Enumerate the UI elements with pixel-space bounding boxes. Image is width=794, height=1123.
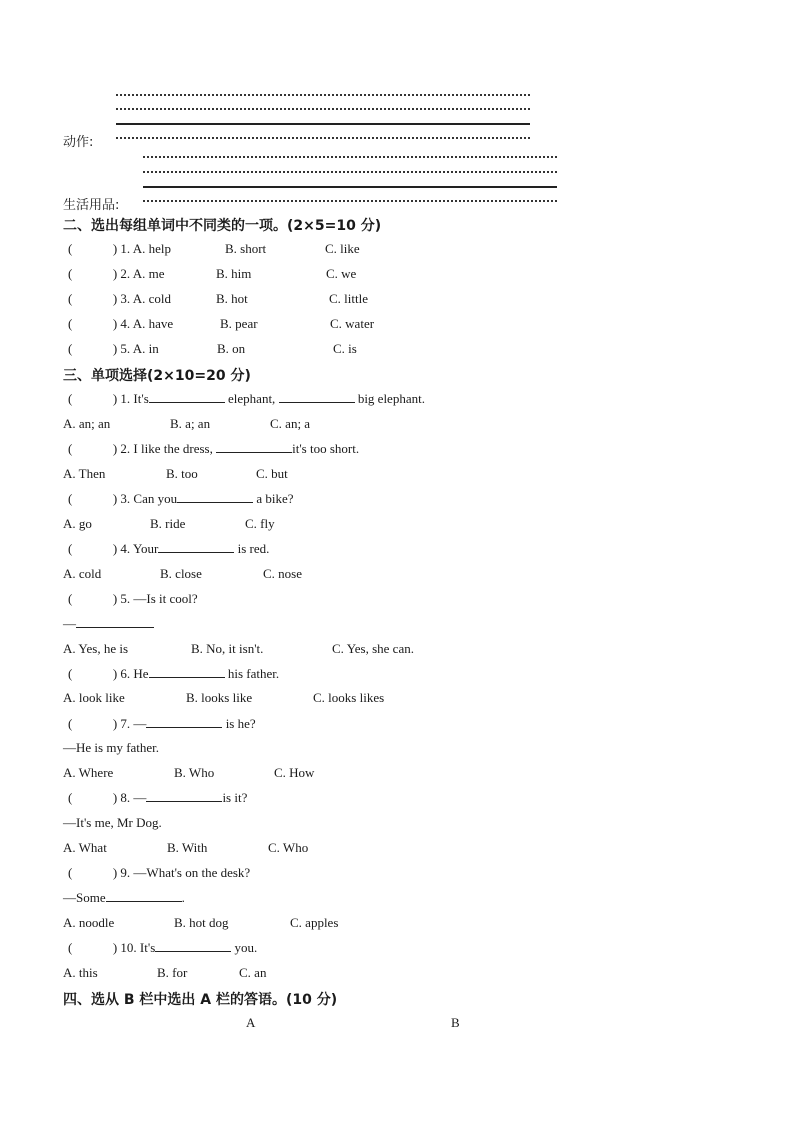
q2-stem: ( ) 2. I like the dress, it's too short. [68, 441, 360, 456]
question-number: ) 2. A. me [112, 266, 165, 281]
answer-paren[interactable]: ( [68, 266, 73, 281]
answer-paren[interactable]: ( [68, 316, 73, 331]
writing-line-dotted [116, 94, 530, 96]
q8-option-b[interactable]: B. With [167, 840, 208, 855]
section2-heading: 二、选出每组单词中不同类的一项。(2×5=10 分) [63, 218, 382, 234]
q7-option-c[interactable]: C. How [274, 765, 315, 780]
q9-stem: ( ) 9. —What's on the desk? [68, 865, 251, 880]
q9-option-b[interactable]: B. hot dog [174, 915, 229, 930]
s2-row-3 [68, 291, 171, 307]
answer-blank[interactable] [76, 616, 154, 628]
answer-blank[interactable] [216, 441, 292, 453]
answer-paren[interactable]: ( [68, 441, 73, 456]
q5-reply: — [63, 616, 154, 632]
writing-line-dotted [116, 137, 530, 139]
s2-row-1-b: B. short [225, 241, 267, 256]
q2-option-c[interactable]: C. but [256, 466, 288, 481]
writing-line-dotted [143, 200, 557, 202]
s2-row-1 [68, 241, 171, 257]
q10-option-a[interactable]: A. this [63, 965, 98, 980]
answer-paren[interactable]: ( [68, 790, 73, 805]
answer-blank[interactable] [279, 391, 355, 403]
column-b-label: B [451, 1015, 460, 1030]
writing-line-dotted [143, 156, 557, 158]
answer-blank[interactable] [106, 890, 182, 902]
q8-stem: ( ) 8. — is it? [68, 790, 248, 805]
q3-option-c[interactable]: C. fly [245, 516, 275, 531]
s2-row-4-b: B. pear [220, 316, 258, 331]
s2-row-2 [68, 266, 164, 282]
q9-reply: —Some . [63, 890, 185, 905]
q9-option-c[interactable]: C. apples [290, 915, 339, 930]
question-number: ) 3. A. cold [112, 291, 171, 306]
q1-option-a[interactable]: A. an; an [63, 416, 111, 431]
question-number: ) 5. A. in [112, 341, 159, 356]
q1-option-c[interactable]: C. an; a [270, 416, 311, 431]
q7-stem: ( ) 7. — is he? [68, 716, 256, 731]
answer-paren[interactable]: ( [68, 241, 73, 256]
answer-paren[interactable]: ( [68, 865, 73, 880]
answer-paren[interactable]: ( [68, 716, 73, 731]
column-a-label: A [246, 1015, 256, 1030]
q7-option-b[interactable]: B. Who [174, 765, 215, 780]
writing-line-dotted [143, 171, 557, 173]
writing-line-solid [143, 186, 557, 188]
answer-paren[interactable]: ( [68, 491, 73, 506]
q5-option-b[interactable]: B. No, it isn't. [191, 641, 264, 656]
q5-option-a[interactable]: A. Yes, he is [63, 641, 129, 656]
question-number: ) 1. A. help [112, 241, 171, 256]
q9-option-a[interactable]: A. noodle [63, 915, 115, 930]
writing-line-dotted [116, 108, 530, 110]
q3-option-b[interactable]: B. ride [150, 516, 186, 531]
q4-option-a[interactable]: A. cold [63, 566, 102, 581]
answer-paren[interactable]: ( [68, 341, 73, 356]
s2-row-4 [68, 316, 173, 332]
section3-heading: 三、单项选择(2×10=20 分) [63, 368, 251, 384]
q2-option-b[interactable]: B. too [166, 466, 198, 481]
q8-reply: —It's me, Mr Dog. [63, 815, 162, 830]
q7-option-a[interactable]: A. Where [63, 765, 114, 780]
q10-option-b[interactable]: B. for [157, 965, 188, 980]
q5-stem: ( ) 5. —Is it cool? [68, 591, 198, 606]
q8-option-c[interactable]: C. Who [268, 840, 309, 855]
answer-blank[interactable] [155, 940, 231, 952]
writing-line-solid [116, 123, 530, 125]
answer-blank[interactable] [149, 666, 225, 678]
q10-stem: ( ) 10. It's you. [68, 940, 258, 955]
q10-option-c[interactable]: C. an [239, 965, 267, 980]
q1-option-b[interactable]: B. a; an [170, 416, 211, 431]
s2-row-5 [68, 341, 159, 357]
answer-blank[interactable] [149, 391, 225, 403]
q3-option-a[interactable]: A. go [63, 516, 92, 531]
q4-stem: ( ) 4. Your is red. [68, 541, 270, 556]
actions-label: 动作: [63, 135, 94, 150]
q8-option-a[interactable]: A. What [63, 840, 107, 855]
answer-paren[interactable]: ( [68, 940, 73, 955]
answer-blank[interactable] [146, 716, 222, 728]
q4-option-b[interactable]: B. close [160, 566, 202, 581]
s2-row-5-b: B. on [217, 341, 246, 356]
s2-row-3-c: C. little [329, 291, 368, 306]
q6-option-a[interactable]: A. look like [63, 690, 125, 705]
s2-row-1-c: C. like [325, 241, 360, 256]
answer-paren[interactable]: ( [68, 391, 73, 406]
s2-row-4-c: C. water [330, 316, 375, 331]
q6-option-c[interactable]: C. looks likes [313, 690, 385, 705]
question-number: ) 4. A. have [112, 316, 174, 331]
q5-option-c[interactable]: C. Yes, she can. [332, 641, 414, 656]
q4-option-c[interactable]: C. nose [263, 566, 302, 581]
answer-paren[interactable]: ( [68, 666, 73, 681]
q1-stem: ( ) 1. It's elephant, big elephant. [68, 391, 425, 406]
q6-stem: ( ) 6. He his father. [68, 666, 280, 681]
q6-option-b[interactable]: B. looks like [186, 690, 253, 705]
q2-option-a[interactable]: A. Then [63, 466, 106, 481]
answer-blank[interactable] [146, 790, 222, 802]
section4-heading: 四、选从 B 栏中选出 A 栏的答语。(10 分) [63, 992, 338, 1008]
daily-items-label: 生活用品: [63, 198, 120, 213]
s2-row-3-b: B. hot [216, 291, 248, 306]
s2-row-2-c: C. we [326, 266, 357, 281]
answer-paren[interactable]: ( [68, 591, 73, 606]
answer-blank[interactable] [158, 541, 234, 553]
q3-stem: ( ) 3. Can you a bike? [68, 491, 294, 506]
q7-reply: —He is my father. [63, 740, 160, 755]
s2-row-2-b: B. him [216, 266, 252, 281]
answer-blank[interactable] [177, 491, 253, 503]
s2-row-5-c: C. is [333, 341, 357, 356]
answer-paren[interactable]: ( [68, 541, 73, 556]
answer-paren[interactable]: ( [68, 291, 73, 306]
